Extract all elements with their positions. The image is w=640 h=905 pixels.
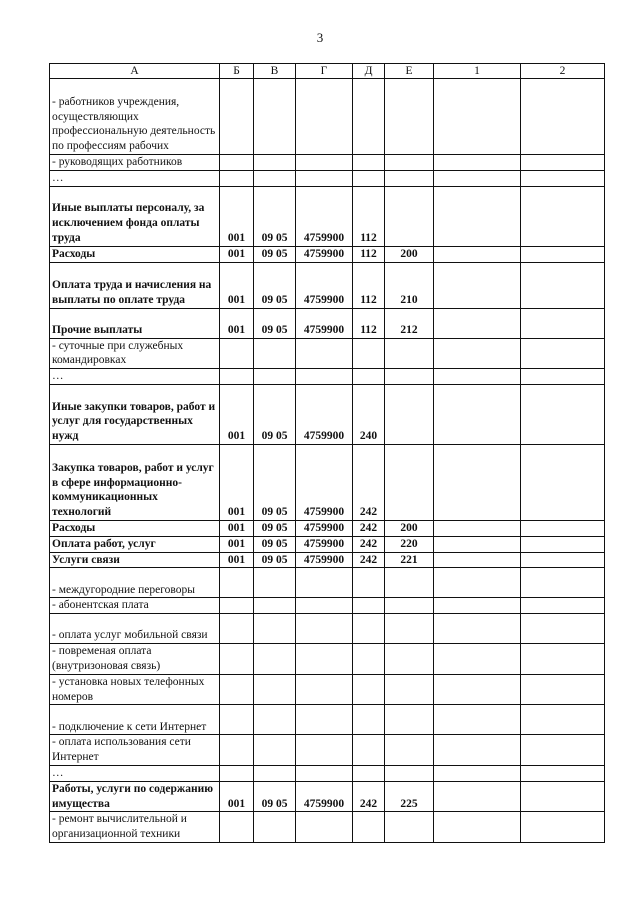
table-row: [50, 79, 605, 155]
table-row: [50, 262, 605, 308]
row-code-v: 09 05: [254, 246, 296, 262]
row-name: - оплата услуг мобильной связи: [50, 614, 220, 644]
row-code-e: [385, 812, 434, 843]
col-header-b: Б: [220, 64, 254, 79]
row-code-b: [220, 765, 254, 781]
row-code-v: 09 05: [254, 308, 296, 338]
row-amount-2: [521, 674, 605, 705]
row-code-e: 225: [385, 781, 434, 812]
row-code-e: [385, 705, 434, 735]
row-code-v: [254, 369, 296, 385]
row-code-g: [296, 705, 353, 735]
row-code-e: [385, 765, 434, 781]
row-code-g: [296, 338, 353, 369]
row-amount-1: [434, 812, 521, 843]
row-code-g: [296, 614, 353, 644]
row-code-v: [254, 338, 296, 369]
row-code-g: [296, 735, 353, 766]
row-amount-2: [521, 598, 605, 614]
col-header-2: 2: [521, 64, 605, 79]
row-code-d: 240: [353, 384, 385, 444]
row-code-b: [220, 705, 254, 735]
row-code-g: [296, 598, 353, 614]
table-row: [50, 520, 605, 536]
row-amount-1: [434, 171, 521, 187]
row-code-v: [254, 614, 296, 644]
row-code-g: 4759900: [296, 246, 353, 262]
col-header-v: В: [254, 64, 296, 79]
row-code-g: 4759900: [296, 536, 353, 552]
row-name: Иные закупки товаров, работ и услуг для государственных нужд: [50, 384, 220, 444]
row-name: Прочие выплаты: [50, 308, 220, 338]
row-code-b: 001: [220, 444, 254, 520]
row-name: - повременая оплата (внутризоновая связь): [50, 644, 220, 675]
table-row: [50, 598, 605, 614]
row-code-e: [385, 568, 434, 598]
row-name: - ремонт вычислительной и организационной техники: [50, 812, 220, 843]
row-code-g: 4759900: [296, 384, 353, 444]
row-amount-1: [434, 308, 521, 338]
table-row: [50, 369, 605, 385]
row-code-e: 210: [385, 262, 434, 308]
row-code-b: 001: [220, 308, 254, 338]
page-number: 3: [316, 30, 324, 45]
table-row: [50, 186, 605, 246]
row-name: - оплата использования сети Интернет: [50, 735, 220, 766]
row-name: - установка новых телефонных номеров: [50, 674, 220, 705]
row-code-v: 09 05: [254, 444, 296, 520]
row-code-d: 112: [353, 246, 385, 262]
row-amount-1: [434, 568, 521, 598]
row-amount-2: [521, 444, 605, 520]
row-code-b: 001: [220, 552, 254, 568]
row-amount-2: [521, 536, 605, 552]
row-code-g: [296, 79, 353, 155]
col-header-a: А: [50, 64, 220, 79]
row-amount-1: [434, 552, 521, 568]
row-name: Оплата работ, услуг: [50, 536, 220, 552]
row-code-b: [220, 338, 254, 369]
row-code-e: 200: [385, 520, 434, 536]
row-name: …: [50, 171, 220, 187]
row-code-g: 4759900: [296, 262, 353, 308]
row-amount-2: [521, 384, 605, 444]
row-code-g: [296, 765, 353, 781]
row-code-v: 09 05: [254, 520, 296, 536]
row-code-v: 09 05: [254, 186, 296, 246]
table-row: [50, 552, 605, 568]
row-code-b: [220, 155, 254, 171]
row-code-v: [254, 79, 296, 155]
row-code-d: [353, 155, 385, 171]
row-code-b: 001: [220, 781, 254, 812]
row-amount-2: [521, 812, 605, 843]
row-code-b: [220, 79, 254, 155]
row-code-d: 242: [353, 444, 385, 520]
row-code-e: [385, 735, 434, 766]
row-code-v: 09 05: [254, 384, 296, 444]
row-amount-1: [434, 765, 521, 781]
row-code-e: [385, 338, 434, 369]
row-code-e: [385, 79, 434, 155]
row-code-v: 09 05: [254, 552, 296, 568]
row-amount-2: [521, 568, 605, 598]
row-name: …: [50, 765, 220, 781]
row-code-b: [220, 735, 254, 766]
row-amount-1: [434, 536, 521, 552]
col-header-g: Г: [296, 64, 353, 79]
row-code-d: [353, 598, 385, 614]
row-name: - работников учреждения, осуществляющих профессиональную деятельность по профессиям рабочих: [50, 79, 220, 155]
table-row: [50, 155, 605, 171]
row-code-d: [353, 765, 385, 781]
row-code-g: [296, 644, 353, 675]
row-code-e: 220: [385, 536, 434, 552]
row-code-b: [220, 598, 254, 614]
row-code-v: [254, 568, 296, 598]
row-amount-1: [434, 262, 521, 308]
row-amount-2: [521, 781, 605, 812]
row-amount-1: [434, 186, 521, 246]
row-amount-1: [434, 338, 521, 369]
row-name: …: [50, 369, 220, 385]
table-row: [50, 384, 605, 444]
row-amount-2: [521, 552, 605, 568]
row-code-d: [353, 735, 385, 766]
row-code-b: [220, 369, 254, 385]
row-code-g: 4759900: [296, 520, 353, 536]
row-code-d: [353, 812, 385, 843]
table-row: [50, 674, 605, 705]
row-amount-1: [434, 614, 521, 644]
row-code-e: 221: [385, 552, 434, 568]
table-row: [50, 171, 605, 187]
row-code-d: [353, 705, 385, 735]
row-amount-2: [521, 735, 605, 766]
row-code-v: [254, 812, 296, 843]
row-name: - подключение к сети Интернет: [50, 705, 220, 735]
row-amount-2: [521, 520, 605, 536]
row-code-b: 001: [220, 246, 254, 262]
row-name: - суточные при служебных командировках: [50, 338, 220, 369]
table-row: [50, 246, 605, 262]
row-code-b: [220, 644, 254, 675]
row-amount-1: [434, 79, 521, 155]
row-amount-1: [434, 520, 521, 536]
row-code-v: 09 05: [254, 781, 296, 812]
row-name: - абонентская плата: [50, 598, 220, 614]
row-name: Расходы: [50, 246, 220, 262]
table-row: [50, 568, 605, 598]
row-code-g: [296, 674, 353, 705]
row-code-d: [353, 644, 385, 675]
row-code-e: [385, 171, 434, 187]
row-code-d: [353, 79, 385, 155]
row-code-d: 242: [353, 781, 385, 812]
row-amount-1: [434, 598, 521, 614]
row-amount-1: [434, 384, 521, 444]
row-amount-2: [521, 308, 605, 338]
row-code-e: [385, 186, 434, 246]
table-row: [50, 735, 605, 766]
row-code-b: [220, 171, 254, 187]
table-row: [50, 812, 605, 843]
row-code-g: [296, 369, 353, 385]
row-code-d: [353, 171, 385, 187]
row-code-g: 4759900: [296, 781, 353, 812]
col-header-e: Е: [385, 64, 434, 79]
row-code-g: 4759900: [296, 186, 353, 246]
table-row: [50, 614, 605, 644]
table-row: [50, 705, 605, 735]
table-row: [50, 765, 605, 781]
table-row: [50, 781, 605, 812]
row-amount-1: [434, 781, 521, 812]
row-code-d: [353, 674, 385, 705]
row-amount-2: [521, 171, 605, 187]
row-code-v: [254, 674, 296, 705]
row-code-e: 200: [385, 246, 434, 262]
row-code-e: [385, 369, 434, 385]
row-amount-2: [521, 186, 605, 246]
row-name: Иные выплаты персоналу, за исключением фонда оплаты труда: [50, 186, 220, 246]
row-code-v: 09 05: [254, 536, 296, 552]
row-code-g: [296, 171, 353, 187]
row-code-d: [353, 568, 385, 598]
row-code-d: [353, 369, 385, 385]
row-code-v: [254, 735, 296, 766]
row-amount-2: [521, 369, 605, 385]
header-row: [50, 64, 605, 79]
row-amount-1: [434, 674, 521, 705]
row-code-v: [254, 171, 296, 187]
row-amount-1: [434, 369, 521, 385]
row-amount-2: [521, 644, 605, 675]
row-code-d: 242: [353, 520, 385, 536]
row-code-v: [254, 765, 296, 781]
table-row: [50, 444, 605, 520]
row-code-b: 001: [220, 186, 254, 246]
row-code-e: 212: [385, 308, 434, 338]
table-row: [50, 536, 605, 552]
col-header-1: 1: [434, 64, 521, 79]
row-name: Закупка товаров, работ и услуг в сфере информационно-коммуникационных технологий: [50, 444, 220, 520]
row-code-e: [385, 614, 434, 644]
row-code-v: [254, 598, 296, 614]
row-code-e: [385, 644, 434, 675]
row-code-b: [220, 614, 254, 644]
col-header-d: Д: [353, 64, 385, 79]
row-amount-1: [434, 644, 521, 675]
row-code-g: [296, 812, 353, 843]
row-code-d: [353, 614, 385, 644]
row-amount-2: [521, 765, 605, 781]
row-code-d: 242: [353, 552, 385, 568]
row-amount-1: [434, 246, 521, 262]
row-amount-1: [434, 444, 521, 520]
row-code-g: [296, 568, 353, 598]
row-code-b: [220, 674, 254, 705]
row-code-d: 242: [353, 536, 385, 552]
row-code-e: [385, 155, 434, 171]
row-code-v: [254, 155, 296, 171]
row-amount-1: [434, 705, 521, 735]
row-amount-2: [521, 705, 605, 735]
row-amount-2: [521, 155, 605, 171]
row-code-d: 112: [353, 308, 385, 338]
row-code-g: [296, 155, 353, 171]
row-amount-2: [521, 614, 605, 644]
row-code-v: [254, 705, 296, 735]
row-name: Услуги связи: [50, 552, 220, 568]
row-code-g: 4759900: [296, 552, 353, 568]
row-code-b: 001: [220, 520, 254, 536]
row-code-d: 112: [353, 262, 385, 308]
row-name: Расходы: [50, 520, 220, 536]
row-amount-2: [521, 262, 605, 308]
row-name: Оплата труда и начисления на выплаты по оплате труда: [50, 262, 220, 308]
row-code-v: [254, 644, 296, 675]
row-code-g: 4759900: [296, 444, 353, 520]
row-amount-1: [434, 155, 521, 171]
row-code-g: 4759900: [296, 308, 353, 338]
row-name: - междугородние переговоры: [50, 568, 220, 598]
row-code-b: [220, 568, 254, 598]
row-amount-1: [434, 735, 521, 766]
row-name: Работы, услуги по содержанию имущества: [50, 781, 220, 812]
row-code-b: 001: [220, 536, 254, 552]
row-code-d: [353, 338, 385, 369]
table-row: [50, 338, 605, 369]
row-code-e: [385, 598, 434, 614]
row-code-d: 112: [353, 186, 385, 246]
row-amount-2: [521, 246, 605, 262]
row-name: - руководящих работников: [50, 155, 220, 171]
row-code-e: [385, 384, 434, 444]
row-amount-2: [521, 79, 605, 155]
row-code-e: [385, 444, 434, 520]
budget-table: [49, 63, 605, 843]
table-row: [50, 644, 605, 675]
table-row: [50, 308, 605, 338]
row-code-b: 001: [220, 384, 254, 444]
row-amount-2: [521, 338, 605, 369]
row-code-b: [220, 812, 254, 843]
row-code-e: [385, 674, 434, 705]
row-code-b: 001: [220, 262, 254, 308]
row-code-v: 09 05: [254, 262, 296, 308]
